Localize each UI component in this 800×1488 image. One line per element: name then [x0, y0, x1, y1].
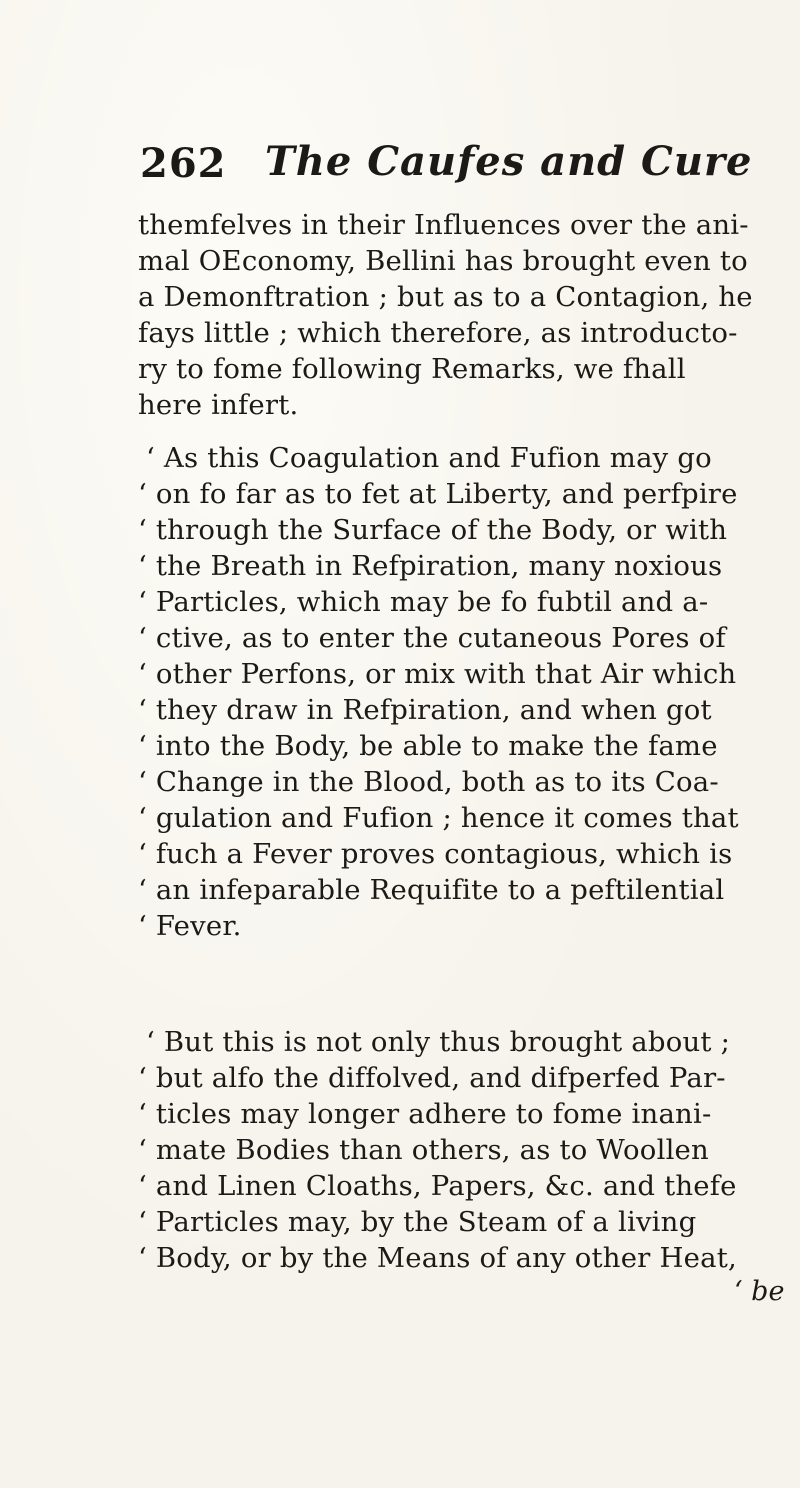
running-title: The Caufes and Cure — [265, 138, 753, 185]
text-line: ‘ into the Body, be able to make the fame — [138, 730, 718, 762]
text-line: ‘ on fo far as to fet at Liberty, and perfpire — [138, 478, 738, 510]
text-line: ‘ As this Coagulation and Fufion may go — [146, 442, 712, 474]
text-line: ‘ fuch a Fever proves contagious, which is — [138, 838, 733, 870]
text-line: ‘ Body, or by the Means of any other Heat, — [138, 1242, 737, 1274]
text-line: ‘ an infeparable Requifite to a peftilential — [138, 874, 725, 906]
text-line: ‘ through the Surface of the Body, or with — [138, 514, 728, 546]
catchword: ‘ be — [734, 1276, 785, 1307]
text-line: ‘ Particles may, by the Steam of a living — [138, 1206, 697, 1238]
text-line: ‘ gulation and Fufion ; hence it comes that — [138, 802, 739, 834]
text-line: ‘ Fever. — [138, 910, 242, 942]
text-line: ‘ But this is not only thus brought about ; — [146, 1026, 731, 1058]
text-line: ‘ Change in the Blood, both as to its Coa- — [138, 766, 719, 798]
text-line: ‘ ctive, as to enter the cutaneous Pores of — [138, 622, 726, 654]
text-line: a Demonftration ; but as to a Contagion, he — [138, 281, 753, 313]
page-number: 262 — [140, 140, 227, 187]
text-line: ‘ other Perfons, or mix with that Air which — [138, 658, 737, 690]
text-line: here infert. — [138, 389, 299, 421]
text-line: ‘ the Breath in Refpiration, many noxious — [138, 550, 723, 582]
text-line: ‘ but alfo the diffolved, and difperfed Par- — [138, 1062, 726, 1094]
text-line: mal OEconomy, Bellini has brought even to — [138, 245, 748, 277]
text-line: ry to fome following Remarks, we fhall — [138, 353, 686, 385]
text-line: ‘ they draw in Refpiration, and when got — [138, 694, 712, 726]
page-header — [140, 140, 780, 200]
text-line: ‘ Particles, which may be fo fubtil and a- — [138, 586, 709, 618]
text-line: fays little ; which therefore, as introducto- — [138, 317, 738, 349]
text-line: ‘ and Linen Cloaths, Papers, &c. and thefe — [138, 1170, 737, 1202]
text-line: ‘ mate Bodies than others, as to Woollen — [138, 1134, 709, 1166]
text-line: ‘ ticles may longer adhere to fome inani- — [138, 1098, 712, 1130]
text-line: themfelves in their Influences over the ani- — [138, 209, 749, 241]
